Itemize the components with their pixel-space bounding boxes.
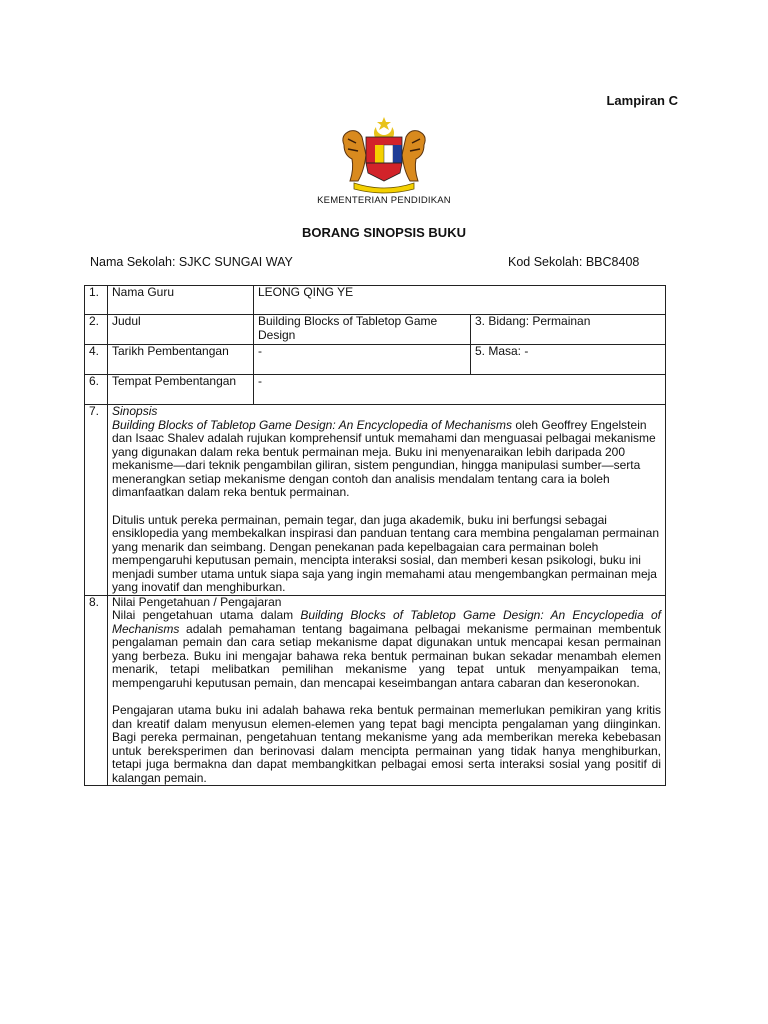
synopsis-book-title: Building Blocks of Tabletop Game Design: An Encyclopedia of Mechanisms [112,417,512,432]
ministry-name: KEMENTERIAN PENDIDIKAN [317,195,451,206]
coat-of-arms-icon [336,115,432,195]
field-label: Judul [108,315,254,345]
appendix-label: Lampiran C [606,93,678,108]
synopsis-cell [108,405,666,596]
category-field: 3. Bidang: Permainan [471,315,666,345]
form-title: BORANG SINOPSIS BUKU [302,225,466,240]
table-row [85,405,666,596]
duration-field: 5. Masa: - [471,345,666,375]
synopsis-paragraph-2: Ditulis untuk pereka permainan, pemain tegar, dan juga akademik, buku ini berfungsi sebagai ensiklopedia yang membekalkan inspirasi dan panduan tentang cara membina pengalaman permainan yang menarik dan seimbang. Dengan penekanan pada kepelbagaian cara permainan boleh mempengaruhi keputusan pemain, mencipta interaksi sosial, dan memberi kesan psikologi, buku ini menjadi sumber utama untuk siapa saja yang ingin memahami atau mengembangkan permainan meja yang inovatif dan menghiburkan. [112,512,660,594]
knowledge-paragraph-2: Pengajaran utama buku ini adalah bahawa reka bentuk permainan memerlukan pemikiran yang kritis dan kreatif dalam menyusun elemen-elemen yang tepat bagi mencipta pengalaman yang diinginkan. Bagi pereka permainan, pengetahuan tentang mekanisme yang ada memberikan mereka kebebasan untuk bereksperimen dan berinovasi dalam mencipta permainan yang tidak hanya menghiburkan, tetapi juga bermakna dan dapat membangkitkan pelbagai emosi serta interaksi sosial yang positif di kalangan pemain. [112,703,661,785]
synopsis-p1-text: oleh Geoffrey Engelstein dan Isaac Shalev adalah rujukan komprehensif untuk memahami dan menguasai pelbagai mekanisme yang digunakan dalam reka bentuk permainan meja. Buku ini menyenaraikan lebih daripada 200 mekanisme—dari teknik pengambilan giliran, sistem pengundian, hingga manipulasi sumber—serta menerangkan setiap mekanisme dengan contoh dan analisis mendalam tentang cara ia boleh dimanfaatkan dalam reka bentuk permainan. [112,417,656,499]
table-row [85,345,666,375]
presentation-date-value: - [254,345,471,375]
school-info [90,255,650,269]
row-number: 1. [85,286,108,315]
knowledge-cell [108,595,666,786]
table-row [85,286,666,315]
knowledge-book-title: Building Blocks of Tabletop Game Design: An Encyclopedia of Mechanisms [112,608,661,636]
row-number: 7. [85,405,108,596]
knowledge-paragraph-1 [112,609,661,690]
row-number: 6. [85,375,108,405]
school-code: Kod Sekolah: BBC8408 [508,255,640,269]
table-row [85,315,666,345]
row-number: 8. [85,595,108,786]
table-row [85,375,666,405]
row-number: 2. [85,315,108,345]
synopsis-paragraph-1 [112,419,661,500]
synopsis-heading: Sinopsis [112,404,158,418]
synopsis-form-table [84,285,666,786]
book-title-value: Building Blocks of Tabletop Game Design [254,315,471,345]
knowledge-heading: Nilai Pengetahuan / Pengajaran [112,594,282,609]
table-row [85,595,666,786]
row-number: 4. [85,345,108,375]
teacher-name-value: LEONG QING YE [254,286,666,315]
field-label: Tempat Pembentangan [108,375,254,405]
knowledge-p1-text: adalah pemahaman tentang bagaimana pelbagai mekanisme permainan membentuk pengalaman pemain dan cara setiap mekanisme dapat digunakan untuk mencapai kesan permainan yang berbeza. Buku ini mengajar bahawa reka bentuk permainan bukan sekadar menambah elemen menarik, tetapi melibatkan pemilihan mekanisme yang tepat untuk menyampaikan tema, mempengaruhi keputusan pemain, dan mencapai keseimbangan antara cabaran dan keseronokan. [112,621,661,690]
presentation-venue-value: - [254,375,666,405]
school-name: Nama Sekolah: SJKC SUNGAI WAY [90,255,293,269]
field-label: Tarikh Pembentangan [108,345,254,375]
field-label: Nama Guru [108,286,254,315]
knowledge-p1-start: Nilai pengetahuan utama dalam [112,608,301,622]
